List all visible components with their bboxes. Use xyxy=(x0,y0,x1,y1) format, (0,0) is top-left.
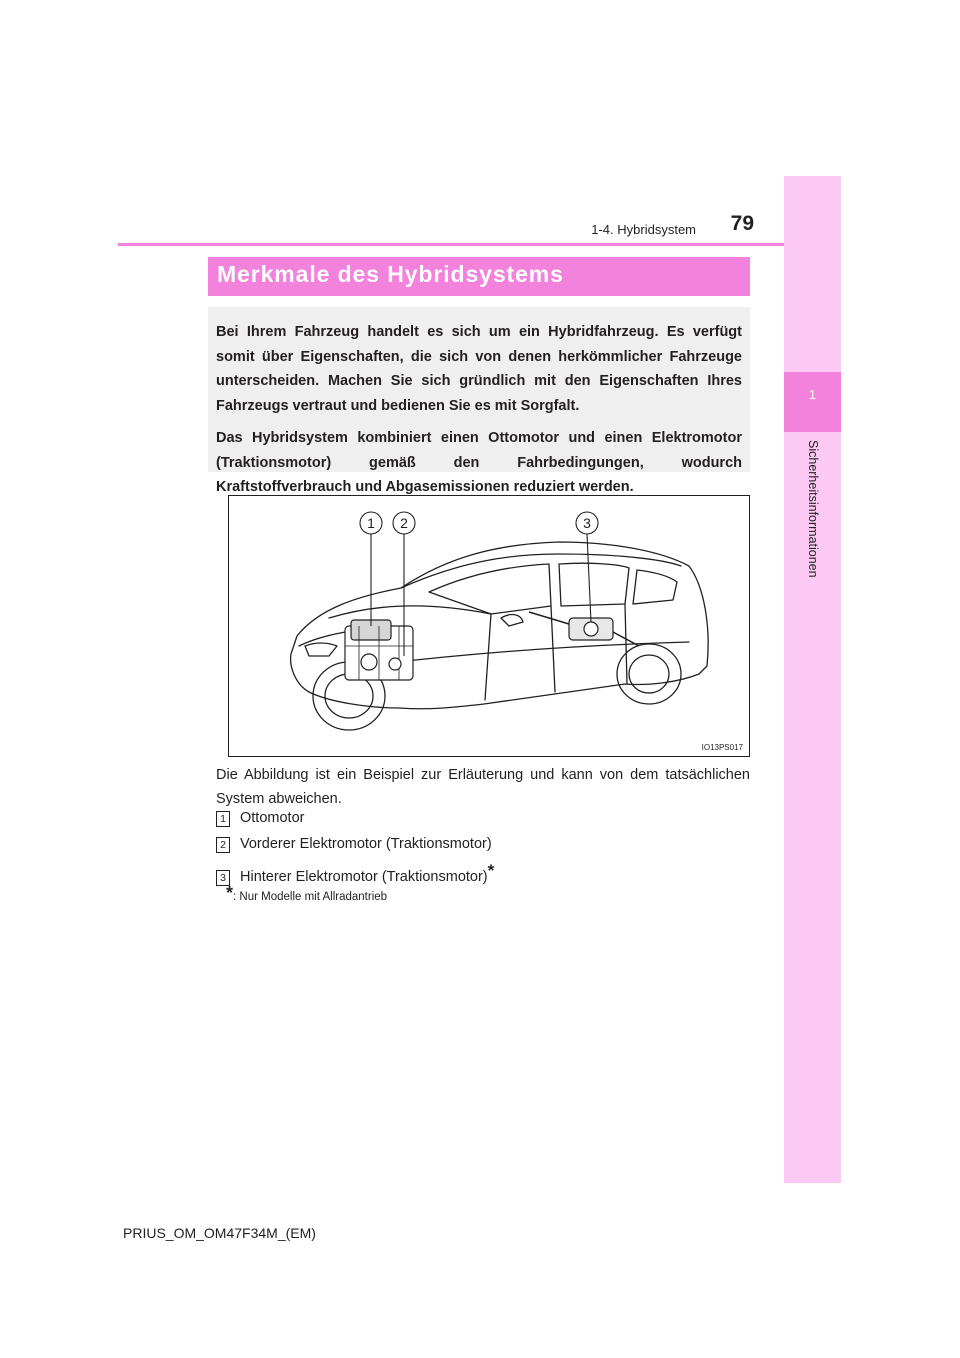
chapter-number: 1 xyxy=(808,387,817,402)
callout-1-label: 1 xyxy=(367,515,375,531)
page-title: Merkmale des Hybridsystems xyxy=(217,261,564,287)
page-number: 79 xyxy=(730,212,754,235)
car-drawing xyxy=(229,496,751,758)
callout-2-label: 2 xyxy=(400,515,408,531)
legend-number-3: 3 xyxy=(216,870,230,886)
footnote-star: * xyxy=(226,883,234,903)
title-bar xyxy=(208,257,750,296)
legend-label-1: Ottomotor xyxy=(240,810,305,826)
footnote-marker: * xyxy=(487,861,495,880)
header-divider xyxy=(118,243,784,246)
intro-box xyxy=(208,307,750,495)
chapter-tab-active xyxy=(784,372,841,432)
hybrid-system-illustration xyxy=(228,495,750,757)
footnote xyxy=(226,883,387,904)
intro-paragraph-1: Bei Ihrem Fahrzeug handelt es sich um ein Hybridfahrzeug. Es verfügt somit über Eigenschaften, die sich von denen herkömmlicher Fahrzeuge unterscheiden. Machen Sie sich gründlich mit den Eigenschaften Ihres Fahrzeugs vertraut und bedienen Sie es mit Sorgfalt. xyxy=(216,324,742,414)
footnote-text: : Nur Modelle mit Allradantrieb xyxy=(233,891,388,903)
legend-label-3: Hinterer Elektromotor (Traktionsmotor) xyxy=(240,869,488,885)
legend-item-3 xyxy=(216,861,495,885)
legend-item-1 xyxy=(216,810,304,828)
illustration-code: IO13PS017 xyxy=(701,743,743,752)
section-label: 1-4. Hybridsystem xyxy=(591,222,696,237)
callout-3-label: 3 xyxy=(583,515,591,531)
chapter-title: Sicherheitsinformationen xyxy=(806,440,820,578)
intro-paragraph-2: Das Hybridsystem kombiniert einen Ottomotor und einen Elektromotor (Traktionsmotor) gemäß den Fahrbedingungen, wodurch Kraftstoffverbrauch und Abgasemissionen reduziert werden. xyxy=(216,430,742,495)
legend-number-1: 1 xyxy=(216,811,230,827)
legend-item-2 xyxy=(216,836,492,854)
illustration-caption: Die Abbildung ist ein Beispiel zur Erläuterung und kann von dem tatsächlichen System abweichen. xyxy=(216,767,750,807)
document-footer: PRIUS_OM_OM47F34M_(EM) xyxy=(123,1225,316,1241)
legend-label-2: Vorderer Elektromotor (Traktionsmotor) xyxy=(240,836,492,852)
legend-number-2: 2 xyxy=(216,837,230,853)
chapter-side-tab xyxy=(784,176,841,1183)
